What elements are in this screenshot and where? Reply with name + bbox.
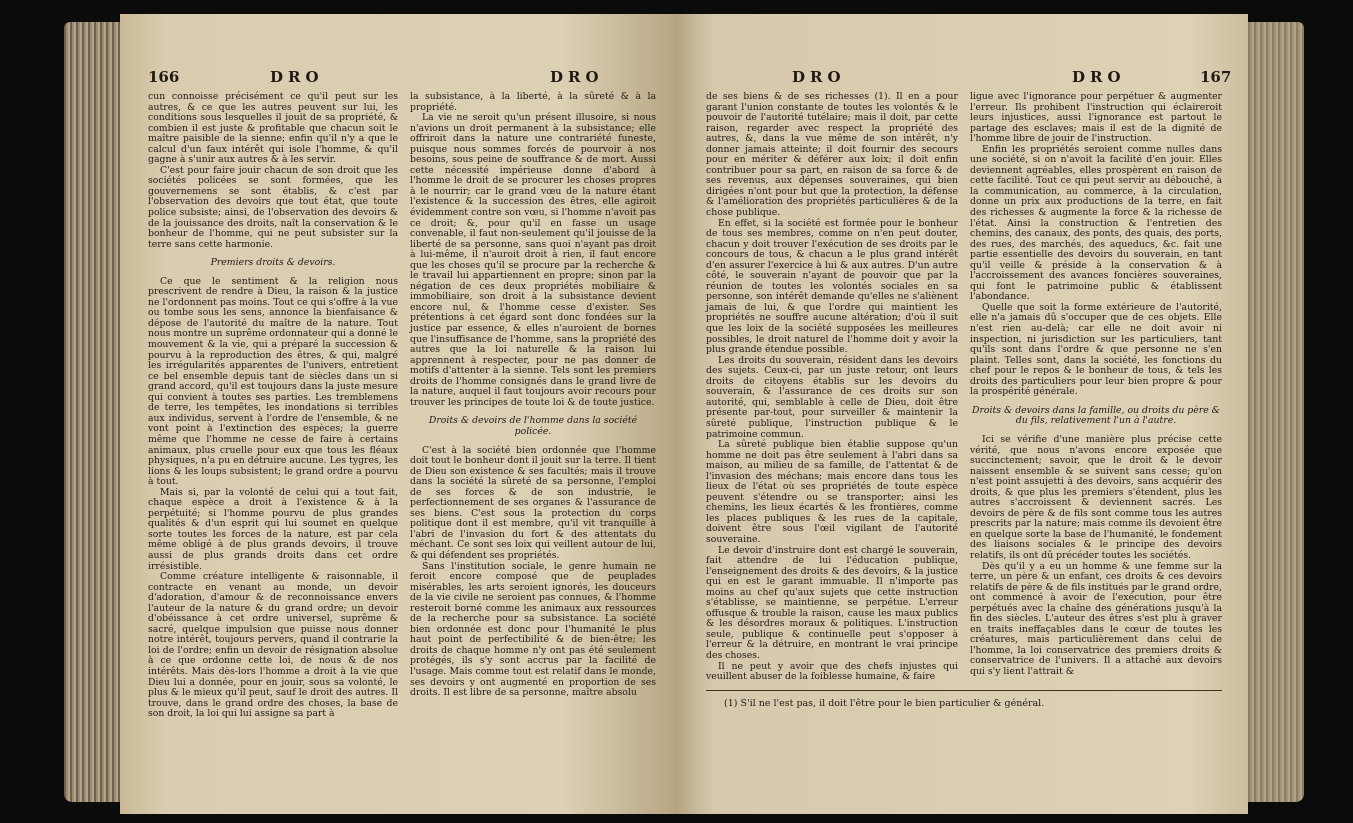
column-167-2 (970, 92, 1222, 678)
running-head-left-col2: DRO (550, 68, 604, 86)
paragraph: Ici se vérifie d'une manière plus précise cette vérité, que nous n'avons encore exposée que succinctement; savoir, que le droit & le devoir naissent ensemble & se suivent sans cesse; qu'on n'est point assujetti à des devoirs, sans acquérir des droits, & que plus les premiers s'étendent, plus les autres s'accroissent & deviennent sacrés. Les devoirs de père & de fils sont comme tous les autres prescrits par la nature; mais comme ils devoient être en quelque sorte la base de l'humanité, le fondement des liaisons sociales & le principe des devoirs relatifs, ils ont dû précéder toutes les sociétés. (970, 433, 1222, 561)
paragraph: cun connoisse précisément ce qu'il peut sur les autres, & ce que les autres peuvent sur lui, les conditions sous lesquelles il jouit de sa propriété, & combien il est juste & profitable que chacun soit le maître paisible de la sienne; enfin qu'il n'y a que le calcul d'un faux intérêt qui isole l'homme, & qu'il gagne à s'unir aux autres & à les servir. (148, 91, 398, 166)
paragraph: de ses biens & de ses richesses (1). Il en a pour garant l'union constante de toutes les volontés & le pouvoir de l'autorité tutélaire; mais il doit, par cette raison, regarder avec respect la propriété des autres, &, dans la vue même de son intérêt, n'y donner jamais atteinte; il doit fournir des secours pour en mériter & déférer aux loix; il doit enfin contribuer pour sa part, en raison de sa force & de ses revenus, aux dépenses souveraines, qui bien dirigées n'ont pour but que la protection, la défense & l'amélioration des propriétés particulières & de la chose publique. (706, 91, 958, 219)
open-book (64, 14, 1304, 814)
section-heading: Droits & devoirs de l'homme dans la société policée. (428, 415, 638, 437)
paragraph: C'est pour faire jouir chacun de son droit que les sociétés policées se sont formées, que les gouvernemens se sont établis, & c'est par l'observation des devoirs que tout état, que toute police subsiste; ainsi, de l'observation des devoirs & de la jouissance des droits, naît la conservation & le bonheur de l'homme, qui ne peut subsister sur la terre sans cette harmonie. (148, 164, 398, 250)
column-166-2 (410, 92, 656, 699)
paragraph: Il ne peut y avoir que des chefs injustes qui veuillent abuser de la foiblesse humaine, & faire (706, 660, 958, 683)
paragraph: Dès qu'il y a eu un homme & une femme sur la terre, un père & un enfant, ces droits & ces devoirs relatifs de père & de fils institués par le grand ordre, ont commencé à avoir de l'exécution, pour être perpétués avec la chaîne des générations jusqu'à la fin des siècles. L'auteur des êtres s'est plu à graver en traits ineffaçables dans le cœur de toutes les créatures, mais particulièrement dans celui de l'homme, la loi conservatrice des premiers droits & conservatrice de l'univers. Il a attaché aux devoirs qui s'y lient l'attrait & (970, 560, 1222, 677)
section-heading: Premiers droits & devoirs. (210, 257, 336, 269)
paragraph: Mais si, par la volonté de celui qui a tout fait, chaque espèce a droit à l'existence & à la perpétuité; si l'homme pourvu de plus grandes qualités & d'un esprit qui lui soumet en quelque sorte toutes les forces de la nature, est par cela même obligé à de plus grands devoirs, il trouve aussi de plus grands droits dans cet ordre irrésistible. (148, 486, 398, 572)
paragraph: Les droits du souverain, résident dans les devoirs des sujets. Ceux-ci, par un juste retour, ont leurs droits de citoyens établis sur les devoirs du souverain, & l'assurance de ces droits sur son autorité, qui, semblable à celle de Dieu, doit être présente par-tout, pour surveiller & maintenir la sûreté publique, l'instruction publique & le patrimoine commun. (706, 354, 958, 440)
page-edges-right (1240, 22, 1304, 802)
page-167 (674, 14, 1248, 814)
paragraph: En effet, si la société est formée pour le bonheur de tous ses membres, comme on n'en peut douter, chacun y doit trouver l'exécution de ses droits par le concours de tous, & chacun a le plus grand intérêt d'en assurer l'exercice à lui & aux autres. D'un autre côté, le souverain n'ayant de pouvoir que par la réunion de toutes les volontés sociales en sa personne, son intérêt demande qu'elles ne s'aliènent jamais de lui, & que l'ordre qui maintient les propriétés ne souffre aucune altération; d'où il suit que les loix de la société supposées les meilleures possibles, le droit naturel de l'homme doit y avoir la plus grande étendue possible. (706, 217, 958, 356)
page-number-166: 166 (148, 68, 180, 86)
running-head-left-col1: DRO (270, 68, 324, 86)
paragraph: la subsistance, à la liberté, à la sûreté & à la propriété. (410, 91, 656, 113)
page-edges-left (64, 22, 124, 802)
paragraph: La vie ne seroit qu'un présent illusoire, si nous n'avions un droit permanent à la subsistance; elle offriroit dans la nature une contrariété funeste, puisque nous sommes forcés de pourvoir à nos besoins, sous peine de souffrance & de mort. Aussi cette nécessité impérieuse donne d'abord à l'homme le droit de se procurer les choses propres à le nourrir; car le grand vœu de la nature étant l'existence & la succession des êtres, elle agiroit évidemment contre son vœu, si l'homme n'avoit pas ce droit; &, pour qu'il en fasse un usage convenable, il faut non-seulement qu'il jouisse de la liberté de sa personne, sans quoi n'ayant pas droit à lui-même, il n'auroit droit à rien, il faut encore que les choses qu'il se procure par la recherche & le travail lui appartiennent en propre; sinon par la négation de ces deux propriétés mobiliaire & immobiliaire, son droit à la subsistance devient encore nul, & l'homme cesse d'exister. Ses prétentions à cet égard sont donc fondées sur la justice par essence, & elles n'auroient de bornes que l'insuffisance de l'homme, sans la propriété des autres que la loi naturelle & la raison lui apprennent à respecter, pour ne pas donner de motifs d'attenter à la sienne. Tels sont les premiers droits de l'homme consignés dans le grand livre de la nature, auquel il faut toujours avoir recours pour trouver les principes de toute loi & de toute justice. (410, 112, 656, 408)
section-heading: Droits & devoirs dans la famille, ou droits du père & du fils, relativement l'un à l'autre. (972, 404, 1220, 427)
running-head-right-col2: DRO (1072, 68, 1126, 86)
column-167-1 (706, 92, 958, 683)
footnote-rule (706, 690, 1222, 691)
paragraph: C'est à la société bien ordonnée que l'homme doit tout le bonheur dont il jouit sur la terre. Il tient de Dieu son existence & ses facultés; mais il trouve dans la société la sûreté de sa personne, l'emploi de ses forces & de son industrie, le perfectionnement de ses organes & l'assurance de ses biens. C'est sous la protection du corps politique dont il est membre, qu'il vit tranquille à l'abri de l'invasion du fort & des attentats du méchant. Ce sont ses loix qui veillent autour de lui, & qui défendent ses propriétés. (410, 444, 656, 561)
paragraph: Le devoir d'instruire dont est chargé le souverain, fait attendre de lui l'éducation publique, l'enseignement des droits & des devoirs, & la justice qui en est le garant immuable. Il n'importe pas moins au chef qu'aux sujets que cette instruction s'établisse, se maintienne, se perpétue. L'erreur offusque & trouble la raison, cause les maux publics & les désordres moraux & politiques. L'instruction seule, publique & continuelle peut s'opposer à l'erreur & la détruire, en montrant le vrai principe des choses. (706, 544, 958, 661)
running-head-right-col1: DRO (792, 68, 846, 86)
footnote: (1) S'il ne l'est pas, il doit l'être pour le bien particulier & général. (724, 698, 1045, 709)
paragraph: ligue avec l'ignorance pour perpétuer & augmenter l'erreur. Ils prohibent l'instruction qui éclaireroit leurs injustices, aussi l'ignorance est partout le partage des esclaves; mais il est de la dignité de l'homme libre de jouir de l'instruction. (970, 91, 1222, 145)
paragraph: Quelle que soit la forme extérieure de l'autorité, elle n'a jamais dû s'occuper que de ces objets. Elle n'est rien au-delà; car elle ne doit avoir ni inspection, ni jurisdiction sur les particuliers, tant qu'ils sont dans l'ordre & que personne ne s'en plaint. Telles sont, dans la société, les fonctions du chef pour le repos & le bonheur de tous, & tels les droits des particuliers pour leur bien propre & pour la prospérité générale. (970, 301, 1222, 398)
page-166 (120, 14, 674, 814)
column-166-1 (148, 92, 398, 720)
paragraph: La sûreté publique bien établie suppose qu'un homme ne doit pas être seulement à l'abri dans sa maison, au milieu de sa famille, de l'attentat & de l'invasion des méchans; mais encore dans tous les lieux de l'état où ses propriétés de toute espèce peuvent s'étendre ou se transporter; ainsi les chemins, les lieux écartés & les frontières, comme les places publiques & les rues de la capitale, doivent être sous l'œil vigilant de l'autorité souveraine. (706, 439, 958, 545)
paragraph: Ce que le sentiment & la religion nous prescrivent de rendre à Dieu, la raison & la justice ne l'ordonnent pas moins. Tout ce qui s'offre à la vue ou tombe sous les sens, annonce la bienfaisance & dépose de l'autorité du maître de la nature. Tout nous montre un suprême ordonnateur qui a donné le mouvement & la vie, qui a préparé la succession & pourvu à la reproduction des êtres, & qui, malgré les irrégularités apparentes de l'univers, entretient ce bel ensemble depuis tant de siècles dans un si grand accord, qu'il est toujours dans la juste mesure qui convient à toutes ses parties. Les tremblemens de terre, les tempêtes, les inondations si terribles aux individus, servent à l'ordre de l'ensemble, & ne vont point à l'extinction des espèces; la guerre même que l'homme ne cesse de faire à certains animaux, plus cruelle pour eux que tous les fléaux physiques, n'a pu en détruire aucune. Les tygres, les lions & les loups subsistent; le grand ordre a pourvu à tout. (148, 275, 398, 488)
page-number-167: 167 (1200, 68, 1232, 86)
paragraph: Comme créature intelligente & raisonnable, il contracte en venant au monde, un devoir d'adoration, d'amour & de reconnoissance envers l'auteur de la nature & du grand ordre; un devoir d'obéissance à cet ordre universel, suprême & sacré, quelque impulsion que puisse nous donner notre intérêt, toujours pervers, quand il contrarie la loi de l'ordre; enfin un devoir de résignation absolue à ce que ordonne cette loi, de nous & de nos intérêts. Mais dès-lors l'homme a droit à la vie que Dieu lui a donnée, pour en jouir, sous sa volonté, le plus & le mieux qu'il peut, sauf le droit des autres. Il trouve, dans le grand ordre des choses, la base de son droit, la loi qui lui assigne sa part à (148, 571, 398, 720)
paragraph: Sans l'institution sociale, le genre humain ne feroit encore composé que de peuplades misérables, les arts seroient ignorés, les douceurs de la vie civile ne seroient pas connues, & l'homme resteroit borné comme les animaux aux ressources de la recherche pour sa subsistance. La société bien ordonnée est donc pour l'humanité le plus haut point de perfectibilité & de bien-être; les droits de chaque homme n'y ont pas été seulement protégés, ils s'y sont accrus par la facilité de l'usage. Mais comme tout est relatif dans le monde, ses devoirs y ont augmenté en proportion de ses droits. Il est libre de sa personne, maître absolu (410, 560, 656, 699)
paragraph: Enfin les propriétés seroient comme nulles dans une société, si on n'avoit la facilité d'en jouir. Elles deviennent agréables, elles prospèrent en raison de cette facilité. Tout ce qui peut servir au débouché, à la communication, au commerce, à la circulation, donne un prix aux productions de la terre, en fait des richesses & augmente la force & la richesse de l'état. Ainsi la construction & l'entretien des chemins, des canaux, des ponts, des quais, des ports, des rues, des marchés, des aqueducs, &c. fait une partie essentielle des devoirs du souverain, en tant qu'il veille & préside à la conservation & à l'accroissement des avances foncières souveraines, qui font le patrimoine public & établissent l'abondance. (970, 143, 1222, 303)
